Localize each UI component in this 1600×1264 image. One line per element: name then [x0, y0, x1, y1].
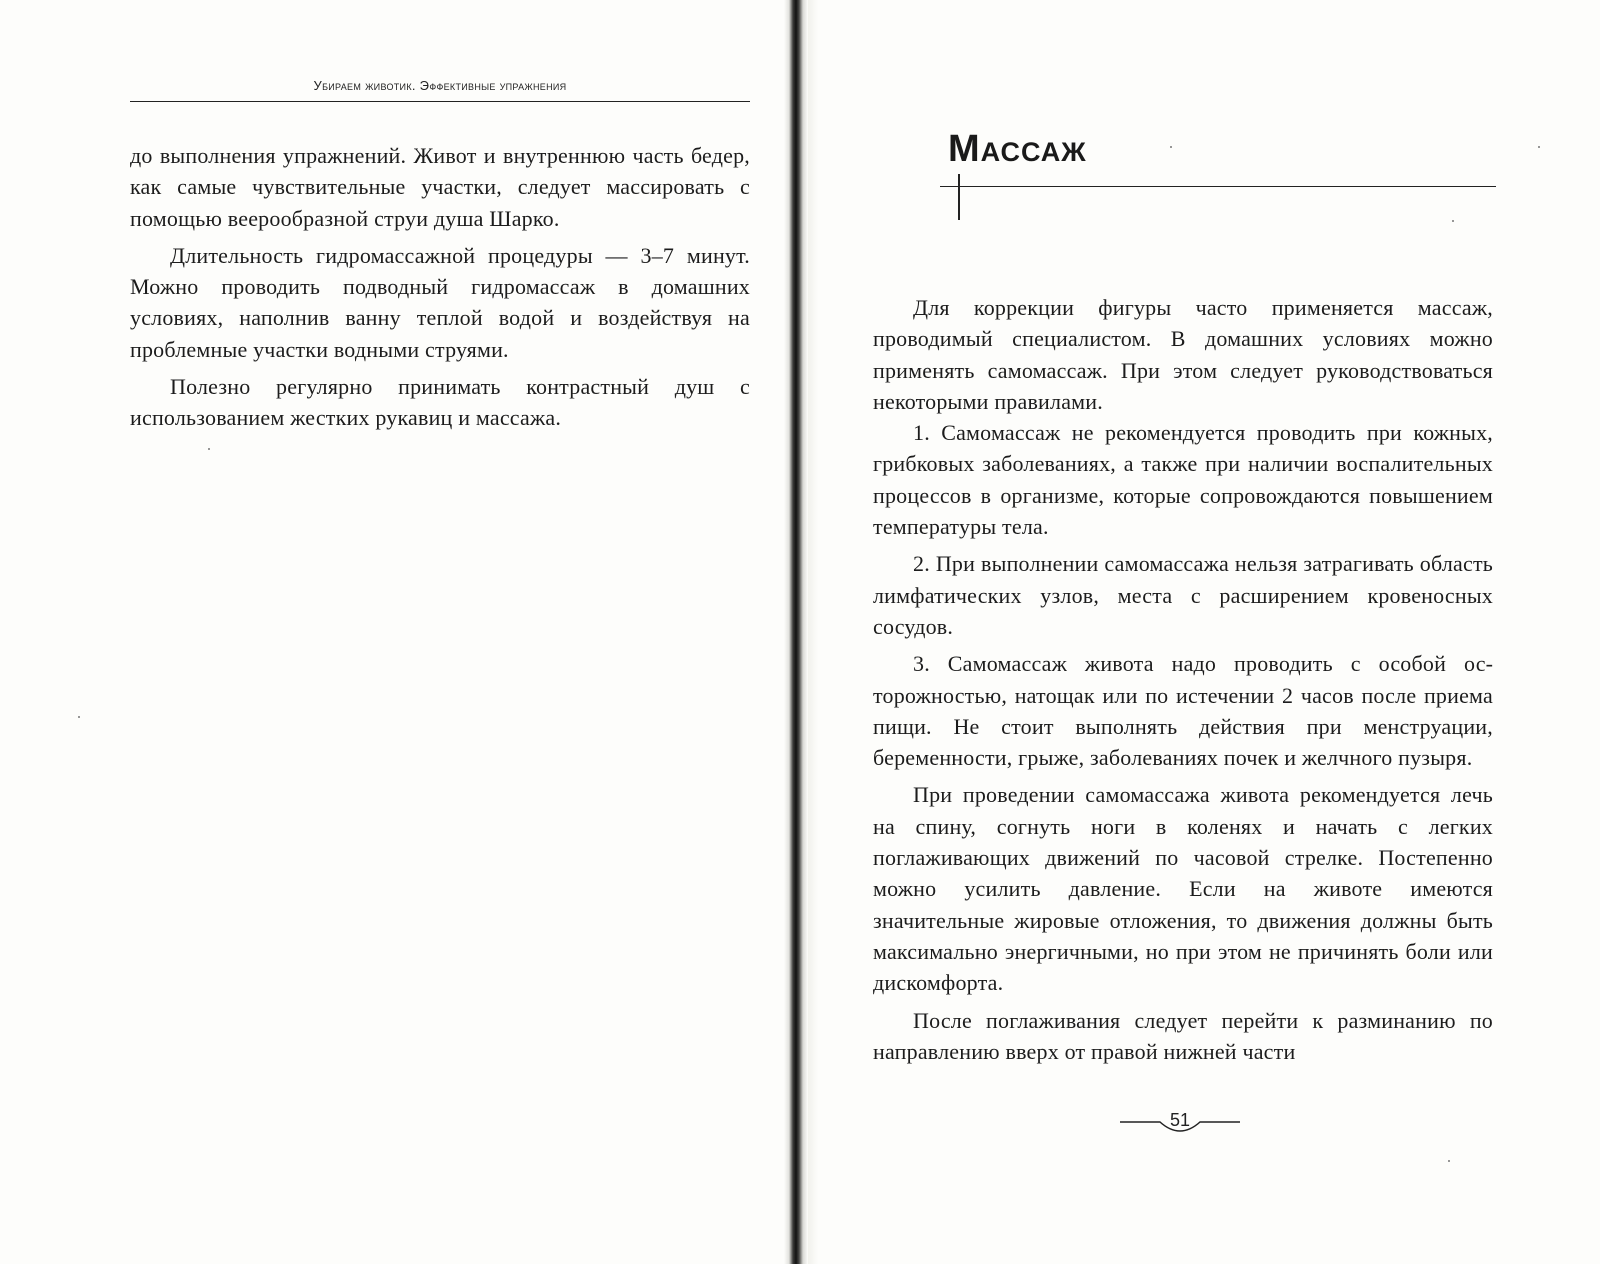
scan-speck [1452, 220, 1454, 222]
chapter-title-tick [958, 174, 960, 220]
chapter-title-rule [940, 186, 1496, 187]
scan-speck [1448, 1160, 1450, 1162]
right-paragraph-4: 3. Самомассаж живота надо проводить с особой осторожностью, натощак или по истечении 2 часов после приема пищи. Не стоит выполнять действия при менструации, беременности, грыже, заболеваниях почек и желчного пузыря. [873, 651, 1493, 771]
left-page-text [130, 140, 750, 434]
right-paragraph-6: После поглаживания следует перейти к разминанию по направлению вверх от правой нижней части [873, 1007, 1493, 1064]
running-head-rule [130, 101, 750, 102]
page-number [1120, 1110, 1240, 1150]
right-paragraph-2: 1. Самомассаж не рекомендуется проводить при кожных, грибковых заболеваниях, а также при наличии воспалительных процессов в организме, которые сопровождаются повышением температуры тела. [873, 420, 1493, 540]
right-paragraph-3: 2. При выполнении самомассажа нельзя затрагивать область лимфатических узлов, места с расширением кровеносных сосудов. [873, 551, 1493, 639]
left-paragraph-3: Полезно регулярно принимать контрастный душ с использованием жестких рукавиц и массажа. [130, 374, 750, 431]
left-paragraph-1: до выполнения упражнений. Живот и внутреннюю часть бедер, как самые чувствительные участки, следует массировать с помощью веерообразной струи душа Шарко. [130, 143, 750, 231]
chapter-title: Массаж [948, 128, 1087, 170]
left-paragraph-2: Длительность гидромассажной процедуры — 3–7 минут. Можно проводить подводный гидромассаж в домашних условиях, наполнив ванну теплой водой и воздействуя на проблемные участки водными струями. [130, 242, 750, 362]
right-paragraph-5: При проведении самомассажа живота рекомендуется лечь на спину, согнуть ноги в коленях и начать с легких поглаживающих движений по часовой стрелке. Постепенно можно усилить давление. Если на животе имеются значительные жировые отложения, то движения должны быть максимально энергичными, но при этом не причинять боли или дискомфорта. [873, 782, 1493, 996]
right-page-text [873, 292, 1493, 1067]
right-paragraph-1: Для коррекции фигуры часто применяется массаж, проводимый специалистом. В домашних условиях можно применять самомассаж. При этом следует руководствоваться некоторыми правилами. [873, 295, 1493, 414]
book-spine [784, 0, 808, 1264]
running-head: Убираем животик. Эффективные упражнения [313, 78, 567, 93]
scan-speck [1538, 146, 1540, 148]
spine-shadow [808, 0, 818, 1264]
page-number-text: 51 [1169, 1110, 1191, 1130]
scan-speck [208, 448, 210, 450]
scan-speck [1170, 146, 1172, 148]
scan-speck [78, 716, 80, 718]
